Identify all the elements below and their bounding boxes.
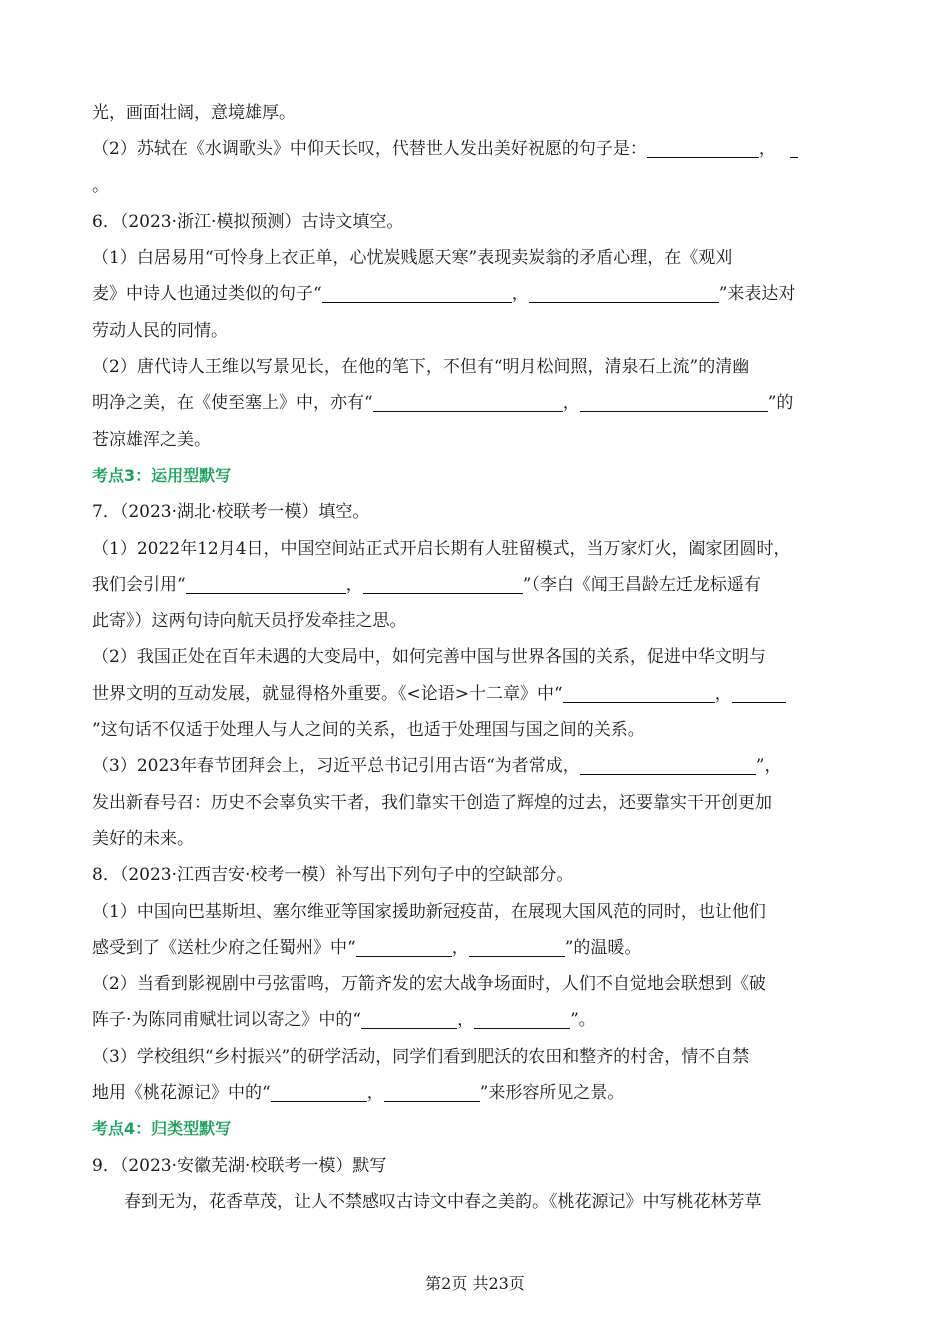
answer-blank[interactable] [356, 938, 452, 957]
line-text: （1）白居易用“可怜身上衣正单，心忧炭贱愿天寒”表现卖炭翁的矛盾心理，在《观刈 [92, 248, 733, 269]
text-line [92, 821, 862, 857]
question-7-3 [92, 748, 862, 784]
section-heading-3 [92, 458, 862, 494]
text-line [92, 1002, 862, 1038]
line-text: 7．（2023·湖北·校联考一模）填空。 [92, 502, 370, 523]
answer-blank[interactable] [580, 393, 768, 412]
answer-blank[interactable] [322, 284, 512, 303]
answer-blank[interactable] [469, 938, 565, 957]
line-text: 春到无为，花香草茂，让人不禁感叹古诗文中春之美韵。《桃花源记》中写桃花林芳草 [124, 1191, 762, 1212]
line-text: 我们会引用“ [92, 574, 186, 595]
line-text: 。 [92, 175, 109, 196]
line-text: ， [451, 937, 469, 958]
text-line [92, 1075, 862, 1111]
answer-blank[interactable] [373, 393, 563, 412]
answer-blank[interactable] [474, 1010, 570, 1029]
text-line [92, 385, 862, 421]
question-5-2 [92, 131, 862, 167]
page-number: 第2页 共23页 [425, 1274, 525, 1293]
text-line [92, 422, 862, 458]
question-8-3 [92, 1039, 862, 1075]
line-text: ”， [755, 756, 782, 777]
line-text: ， [345, 574, 363, 595]
line-text: ”这句话不仅适于处理人与人之间的关系，也适于处理国与国之间的关系。 [92, 720, 645, 741]
text-line [92, 676, 862, 712]
page-content [92, 95, 862, 1220]
answer-blank[interactable] [563, 684, 715, 703]
line-text: 光，画面壮阔，意境雄厚。 [92, 103, 296, 123]
line-text: （2）唐代诗人王维以写景见长，在他的笔下，不但有“明月松间照，清泉石上流”的清幽 [92, 357, 750, 378]
question-8-2 [92, 966, 862, 1002]
line-text: 地用《桃花源记》中的“ [92, 1083, 271, 1104]
question-7-2 [92, 639, 862, 675]
text-line [92, 785, 862, 821]
line-text: ， [511, 284, 529, 305]
line-text: ”来形容所见之景。 [479, 1083, 625, 1104]
line-text: （2）当看到影视剧中弓弦雷鸣，万箭齐发的宏大战争场面时，人们不自觉地会联想到《破 [92, 974, 766, 995]
answer-blank[interactable] [732, 684, 786, 703]
answer-blank[interactable] [271, 1083, 367, 1102]
question-7-title [92, 494, 862, 530]
text-line [92, 567, 862, 603]
question-8-1 [92, 894, 862, 930]
line-text: （3）2023年春节团拜会上，习近平总书记引用古语“为者常成， [92, 756, 580, 777]
text-line [92, 276, 862, 312]
line-text: 麦》中诗人也通过类似的句子“ [92, 284, 322, 305]
answer-blank[interactable] [580, 756, 756, 775]
line-text: 劳动人民的同情。 [92, 320, 228, 341]
page-footer [0, 1271, 950, 1294]
text-line [92, 603, 862, 639]
text-line [92, 930, 862, 966]
line-text: 苍凉雄浑之美。 [92, 429, 211, 450]
text-line [92, 168, 862, 204]
line-text: ， [457, 1010, 475, 1031]
line-text: （1）中国向巴基斯坦、塞尔维亚等国家援助新冠疫苗，在展现大国风范的同时，也让他们 [92, 901, 766, 922]
line-text: 此寄》）这两句诗向航天员抒发牵挂之思。 [92, 611, 407, 632]
question-6-2 [92, 349, 862, 385]
text-line [92, 712, 862, 748]
line-text: （2）苏轼在《水调歌头》中仰天长叹，代替世人发出美好祝愿的句子是： [92, 139, 647, 160]
text-line [92, 313, 862, 349]
question-6-1 [92, 240, 862, 276]
text-line [92, 95, 862, 131]
line-text: 阵子·为陈同甫赋壮词以寄之》中的“ [92, 1010, 362, 1031]
line-text: 明净之美，在《使至塞上》中，亦有“ [92, 393, 373, 414]
question-9-title [92, 1148, 862, 1184]
answer-blank[interactable] [384, 1083, 480, 1102]
line-text: ， [714, 683, 732, 704]
answer-blank[interactable] [647, 139, 759, 158]
question-8-title [92, 857, 862, 893]
line-text: 世界文明的互动发展，就显得格外重要。《<论语>十二章》中“ [92, 683, 563, 704]
line-text: ， [562, 393, 580, 414]
line-text: ”（李白《闻王昌龄左迁龙标遥有 [522, 574, 761, 595]
answer-blank[interactable] [186, 575, 346, 594]
answer-blank[interactable] [790, 139, 798, 158]
line-text: 9．（2023·安徽芜湖·校联考一模）默写 [92, 1155, 387, 1176]
section-heading-4 [92, 1111, 862, 1147]
answer-blank[interactable] [361, 1010, 457, 1029]
line-text: ”。 [570, 1010, 596, 1031]
question-6-title [92, 204, 862, 240]
line-text: ， [758, 139, 776, 160]
answer-blank[interactable] [363, 575, 523, 594]
line-text: 感受到了《送杜少府之任蜀州》中“ [92, 937, 356, 958]
line-text: 美好的未来。 [92, 828, 194, 849]
heading-text: 考点4：归类型默写 [92, 1119, 232, 1139]
line-text: （3）学校组织“乡村振兴”的研学活动，同学们看到肥沃的农田和整齐的村舍，情不自禁 [92, 1046, 750, 1067]
line-text: （2）我国正处在百年未遇的大变局中，如何完善中国与世界各国的关系，促进中华文明与 [92, 647, 766, 668]
answer-blank[interactable] [529, 284, 719, 303]
line-text: 8．（2023·江西吉安·校考一模）补写出下列句子中的空缺部分。 [92, 865, 574, 886]
question-7-1 [92, 531, 862, 567]
question-9-body [92, 1184, 862, 1220]
line-text: （1）2022年12月4日，中国空间站正式开启长期有人驻留模式，当万家灯火，阖家团圆时， [92, 538, 791, 559]
line-text: 6．（2023·浙江·模拟预测）古诗文填空。 [92, 211, 404, 232]
line-text: ”的 [767, 393, 794, 414]
line-text: ”来表达对 [718, 284, 796, 305]
line-text: ， [366, 1083, 384, 1104]
line-text: ”的温暖。 [564, 937, 642, 958]
heading-text: 考点3：运用型默写 [92, 465, 232, 485]
line-text: 发出新春号召：历史不会辜负实干者，我们靠实干创造了辉煌的过去，还要靠实干开创更加 [92, 792, 772, 813]
